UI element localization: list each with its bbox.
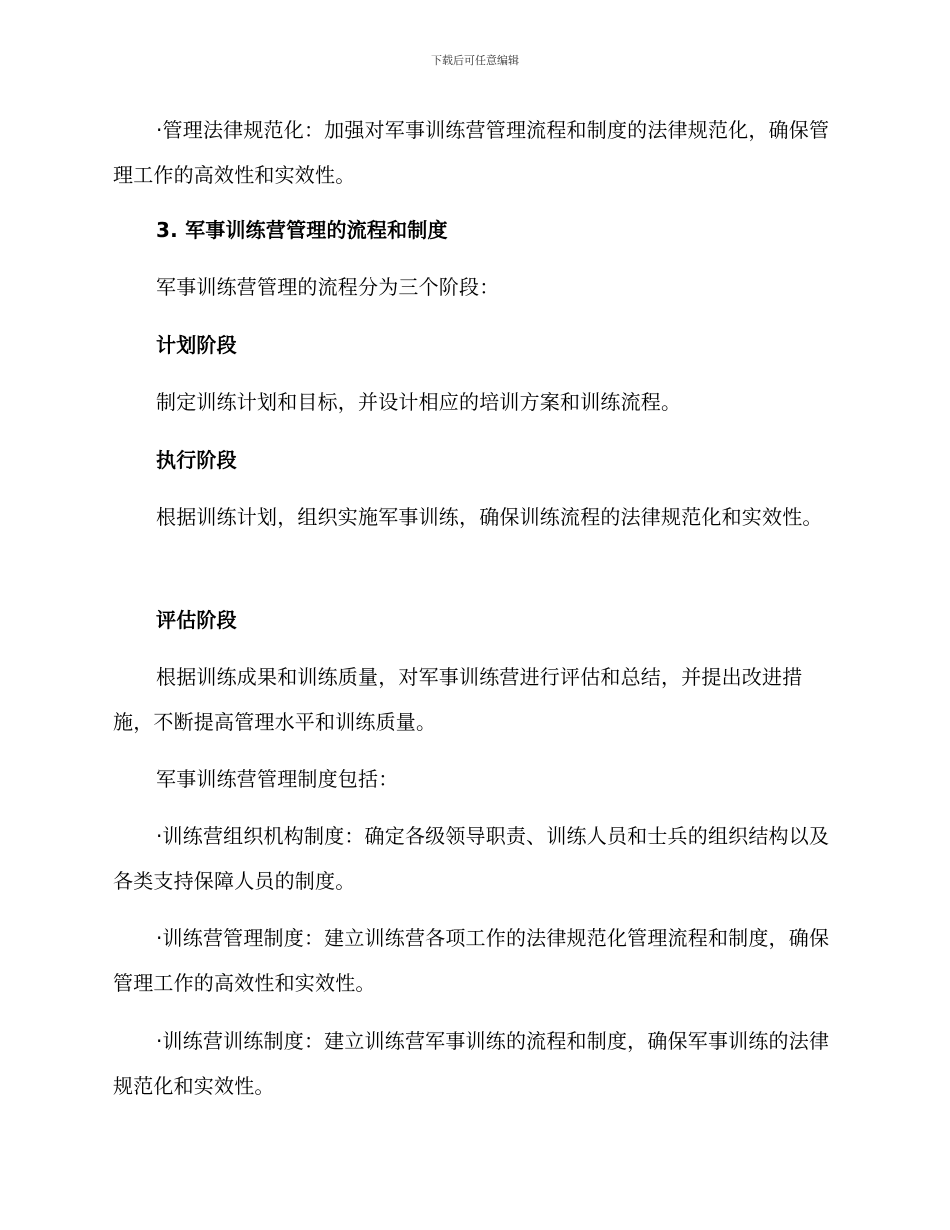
page-header-note: 下载后可任意编辑 [431,54,519,67]
subheading-planning-stage: 计划阶段 [156,333,237,357]
paragraph-evaluation-stage: 根据训练成果和训练质量，对军事训练营进行评估和总结，并提出改进措施，不断提高管理水平和训练质量。 [113,665,803,734]
paragraph-execution-stage: 根据训练计划，组织实施军事训练，确保训练流程的法律规范化和实效性。 [156,505,823,529]
paragraph-bullet-training-system: ·训练营训练制度：建立训练营军事训练的流程和制度，确保军事训练的法律规范化和实效性。 [113,1029,830,1098]
paragraph-bullet-organization-system: ·训练营组织机构制度：确定各级领导职责、训练人员和士兵的组织结构以及各类支持保障人员的制度。 [113,824,830,893]
subheading-execution-stage: 执行阶段 [156,448,237,472]
paragraph-process-stages: 军事训练营管理的流程分为三个阶段： [156,275,500,299]
paragraph-planning-stage: 制定训练计划和目标，并设计相应的培训方案和训练流程。 [156,390,682,414]
section-heading-process-system: 3. 军事训练营管理的流程和制度 [156,218,448,242]
paragraph-bullet-legal-management: ·管理法律规范化：加强对军事训练营管理流程和制度的法律规范化，确保管理工作的高效性和实效性。 [113,118,830,187]
subheading-evaluation-stage: 评估阶段 [156,608,237,632]
paragraph-system-intro: 军事训练营管理制度包括： [156,767,399,791]
paragraph-bullet-management-system: ·训练营管理制度：建立训练营各项工作的法律规范化管理流程和制度，确保管理工作的高效性和实效性。 [113,926,830,995]
